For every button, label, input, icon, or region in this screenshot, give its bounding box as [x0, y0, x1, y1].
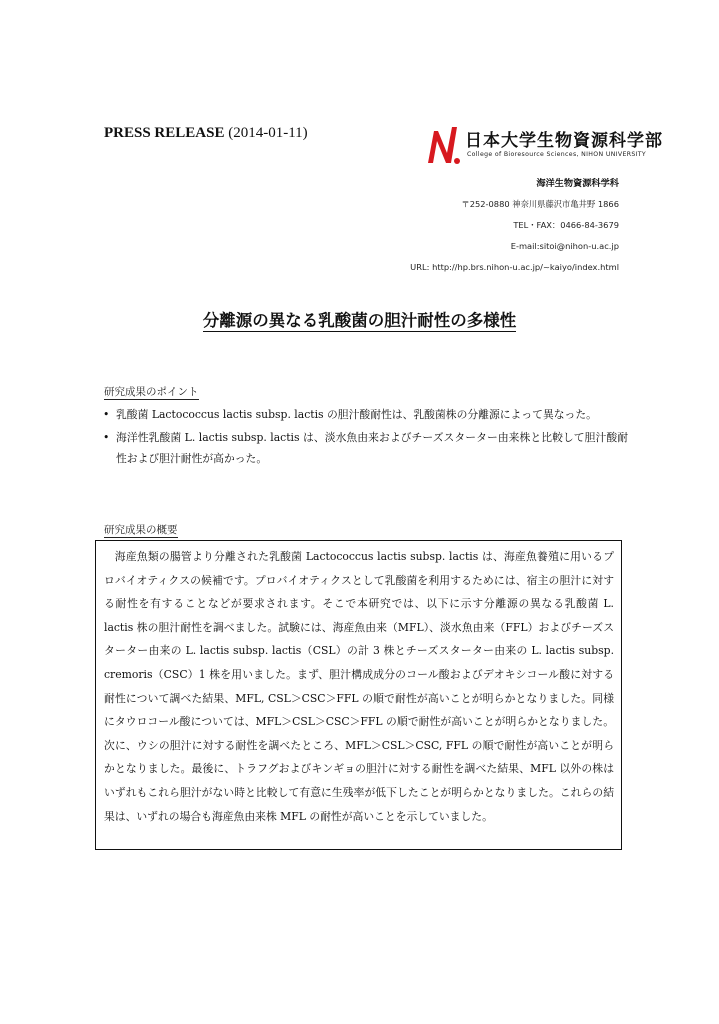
bullet: •	[103, 430, 110, 444]
address: 〒252-0880 神奈川県藤沢市亀井野 1866	[461, 199, 619, 209]
list-item	[103, 427, 628, 470]
nihon-university-n-logo-icon	[425, 123, 465, 167]
website-url: URL: http://hp.brs.nihon-u.ac.jp/~kaiyo/index.html	[410, 262, 619, 272]
email-address: E-mail:sitoi@nihon-u.ac.jp	[510, 241, 619, 251]
summary-box: 海産魚類の腸管より分離された乳酸菌 Lactococcus lactis subsp. lactis は、海産魚養殖に用いるプロバイオティクスの候補です。プロバイオティクスとして乳酸菌を利用するためには、宿主の胆汁に対する耐性を有することなどが要求されます。そこで本研究では、以下に示す分離源の異なる乳酸菌 L. lactis 株の胆汁耐性を調べました。試験には、海産魚由来（MFL）、淡水魚由来（FFL）およびチーズスターター由来の L. lactis subsp. lactis（CSL）の計 3 株とチーズスターター由来の L. lactis subsp. cremoris（CSC）1 株を用いました。まず、胆汁構成成分のコール酸およびデオキシコール酸に対する耐性について調べた結果、MFL, CSL＞CSC＞FFL の順で耐性が高いことが明らかとなりました。同様にタウロコール酸については、MFL＞CSL＞CSC＞FFL の順で耐性が高いことが明らかとなりました。次に、ウシの胆汁に対する耐性を調べたところ、MFL＞CSL＞CSC, FFL の順で耐性が高いことが明らかとなりました。最後に、トラフグおよびキンギョの胆汁に対する耐性を調べた結果、MFL 以外の株はいずれもこれら胆汁がない時と比較して有意に生残率が低下したことが明らかとなりました。これらの結果は、いずれの場合も海産魚由来株 MFL の耐性が高いことを示していました。	[95, 540, 622, 850]
bullet: •	[103, 408, 110, 421]
department-name: 海洋生物資源科学科	[536, 178, 619, 189]
press-release-header	[104, 125, 308, 142]
faculty-name-ja: 日本大学生物資源科学部	[465, 131, 663, 151]
press-release-date: (2014-01-11)	[228, 125, 308, 141]
list-item	[103, 404, 628, 426]
document-title	[0, 307, 719, 331]
university-logo	[425, 123, 663, 171]
press-release-label: PRESS RELEASE	[104, 125, 225, 141]
contact-block	[410, 173, 619, 278]
summary-heading: 研究成果の概要	[104, 524, 178, 536]
tel-fax: TEL・FAX：0466-84-3679	[513, 220, 619, 230]
document-title-text: 分離源の異なる乳酸菌の胆汁耐性の多様性	[202, 311, 517, 330]
faculty-name-en: College of Bioresource Sciences, NIHON UNIVERSITY	[467, 151, 647, 158]
points-heading: 研究成果のポイント	[104, 386, 199, 398]
point-text: 乳酸菌 Lactococcus lactis subsp. lactis の胆汁酸耐性は、乳酸菌株の分離源によって異なった。	[116, 408, 597, 421]
points-list	[103, 404, 628, 471]
point-text: 海洋性乳酸菌 L. lactis subsp. lactis は、淡水魚由来およびチーズスターター由来株と比較して胆汁酸耐性および胆汁耐性が高かった。	[116, 430, 628, 465]
